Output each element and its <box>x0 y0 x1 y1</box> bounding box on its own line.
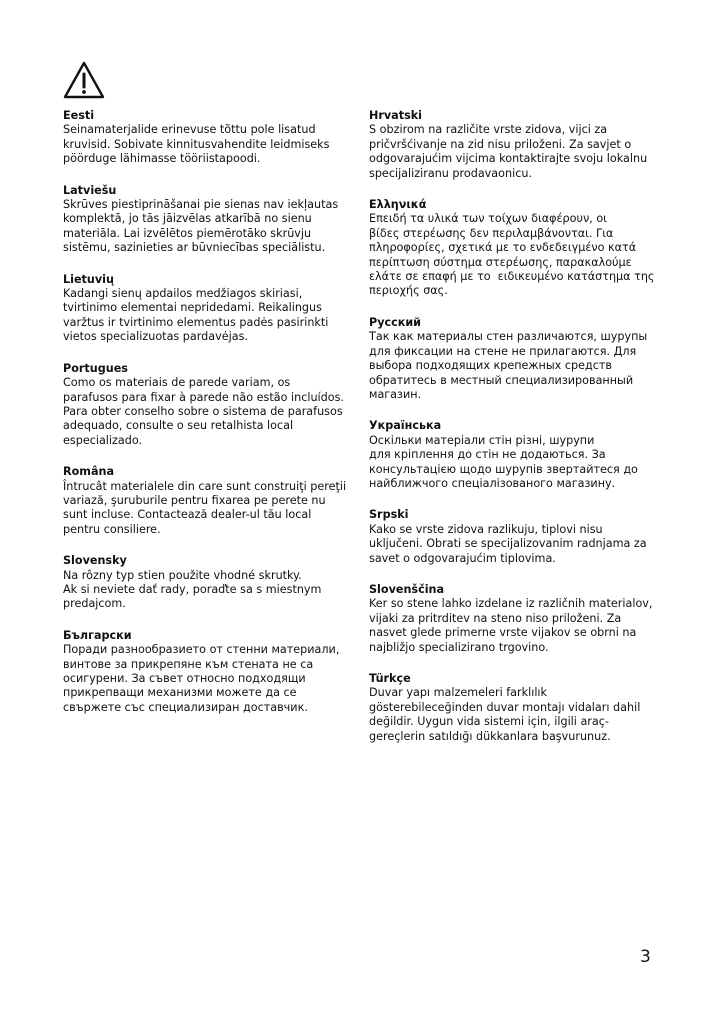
body-text-line: Ker so stene lahko izdelane iz različnih materialov, <box>369 597 653 611</box>
body-text-line: обратитесь в местный специализированный <box>369 373 634 387</box>
body-text-line: винтове за прикрепяне към стената не са <box>63 657 314 671</box>
body-text-line: variază, şuruburile pentru fixarea pe perete nu <box>63 493 326 507</box>
language-title: Portugues <box>63 361 128 375</box>
language-title: Latviešu <box>63 183 117 197</box>
body-text-line: vietos specializuotas pardavėjas. <box>63 330 248 344</box>
body-text-line: для кріплення до стін не додаються. За <box>369 448 606 462</box>
body-text-line: Na rôzny typ stien použite vhodné skrutky. <box>63 568 302 582</box>
body-text-line: uključeni. Obrati se specijalizovanim radnjama za <box>369 537 647 551</box>
body-text-line: Kako se vrste zidova razlikuju, tiplovi nisu <box>369 522 603 536</box>
body-text-line: Skrūves piestiprināšanai pie sienas nav iekļautas <box>63 198 339 212</box>
body-text-line: gösterebileceğinden duvar montajı vidaları dahil <box>369 700 641 714</box>
language-title: Eesti <box>63 109 95 122</box>
language-section <box>369 508 659 566</box>
body-text-line: S obzirom na različite vrste zidova, vijci za <box>369 123 608 137</box>
body-text-line: sistēmu, sazinieties ar būvniecības speciālistu. <box>63 241 326 255</box>
body-text-line: ελάτε σε επαφή με το ειδικευμένο κατάστημα της <box>369 270 655 284</box>
body-text-line: Como os materiais de parede variam, os <box>63 376 291 390</box>
language-section <box>63 629 353 715</box>
body-text-line: Так как материалы стен различаются, шурупы <box>369 330 648 344</box>
language-title: Русский <box>369 315 422 329</box>
language-title: Slovenščina <box>369 582 445 596</box>
body-text-line: adequado, consulte o seu retalhista local <box>63 419 294 433</box>
body-text-line: tvirtinimo elementai nepridedami. Reikalingus <box>63 301 322 315</box>
body-text-line: pričvršćivanje na zid nisu priloženi. Za savjet o <box>369 137 632 151</box>
body-text-line: πληροφορίες, σχετικά με το ενδεδειγμένο κατά <box>369 241 637 255</box>
body-text-line: Seinamaterjalide erinevuse tõttu pole lisatud <box>63 123 316 137</box>
language-section <box>63 109 353 167</box>
body-text-line: Επειδή τα υλικά των τοίχων διαφέρουν, οι <box>369 212 607 226</box>
body-text-line: свържете със специализиран доставчик. <box>63 700 308 714</box>
language-title: Srpski <box>369 508 409 522</box>
body-text-line: Întrucât materialele din care sunt construiţi pereţii <box>63 479 347 493</box>
language-title: Türkçe <box>369 672 411 685</box>
language-section <box>63 465 353 537</box>
body-text-line: магазин. <box>369 387 422 401</box>
language-section <box>369 316 659 402</box>
body-text-line: pentru consiliere. <box>63 522 161 536</box>
body-text-line: выбора подходящих крепежных средств <box>369 359 612 373</box>
language-section <box>369 109 659 181</box>
body-text-line: περίπτωση σύστημα στερέωσης, παρακαλούμε <box>369 255 632 269</box>
body-text-line: odgovarajućim vijcima kontaktirajte svoju lokalnu <box>369 152 648 166</box>
language-section <box>63 273 353 345</box>
body-text-line: βίδες στερέωσης δεν περιλαμβάνονται. Για <box>369 226 614 240</box>
language-title: Українська <box>369 419 442 433</box>
body-text-line: Поради разнообразието от стенни материали, <box>63 643 340 657</box>
page-number: 3 <box>640 947 651 967</box>
left-column <box>63 109 353 732</box>
body-text-line: осигурени. За съвет относно подходящи <box>63 672 306 685</box>
language-section <box>369 419 659 491</box>
body-text-line: savet o odgovarajućim tiplovima. <box>369 551 556 565</box>
language-section <box>63 554 353 612</box>
body-text-line: Оскільки матеріали стін різні, шурупи <box>369 433 595 447</box>
language-title: Български <box>63 628 132 642</box>
language-section <box>369 583 659 655</box>
body-text-line: Duvar yapı malzemeleri farklılık <box>369 686 548 700</box>
language-section <box>63 184 353 256</box>
body-text-line: для фиксации на стене не прилагаются. Для <box>369 344 637 358</box>
body-text-line: Para obter conselho sobre o sistema de parafusos <box>63 404 343 418</box>
body-text-line: predajcom. <box>63 597 126 611</box>
language-title: Româna <box>63 465 115 479</box>
right-column <box>369 109 659 761</box>
body-text-line: pöörduge lähimasse tööriistapoodi. <box>63 152 261 166</box>
body-text-line: gereçlerin satıldığı dükkanlara başvurunuz. <box>369 729 611 743</box>
body-text-line: varžtus ir tvirtinimo elementus padės pasirinkti <box>63 315 329 329</box>
language-section <box>369 198 659 299</box>
body-text-line: Ak si neviete dať rady, poraďte sa s miestnym <box>63 582 322 596</box>
body-text-line: περιοχής σας. <box>369 284 448 298</box>
body-text-line: vijaki za pritrditev na steno niso priloženi. Za <box>369 611 622 625</box>
body-text-line: najbližjo specializirano trgovino. <box>369 640 549 654</box>
language-title: Hrvatski <box>369 109 423 122</box>
body-text-line: especializado. <box>63 433 143 447</box>
language-title: Slovensky <box>63 554 127 568</box>
warning-triangle-icon <box>62 60 106 100</box>
body-text-line: değildir. Uygun vida sistemi için, ilgili araç- <box>369 715 609 729</box>
body-text-line: консультацією щодо шурупів звертайтеся до <box>369 462 638 476</box>
body-text-line: Kadangi sienų apdailos medžiagos skiriasi, <box>63 287 303 301</box>
language-title: Ελληνικά <box>369 198 427 212</box>
body-text-line: sunt incluse. Contactează dealer-ul tău local <box>63 508 312 522</box>
body-text-line: materiāla. Lai izvēlētos piemērotāko skrūvju <box>63 226 312 240</box>
body-text-line: kruvisid. Sobivate kinnitusvahendite leidmiseks <box>63 137 330 151</box>
body-text-line: komplektā, jo tās jāizvēlas atkarībā no sienu <box>63 212 312 226</box>
language-section <box>369 672 659 744</box>
body-text-line: найближчого спеціалізованого магазину. <box>369 476 616 490</box>
language-title: Lietuvių <box>63 272 114 286</box>
body-text-line: nasvet glede primerne vrste vijakov se obrni na <box>369 626 637 640</box>
language-section <box>63 362 353 448</box>
body-text-line: specijaliziranu prodavaonicu. <box>369 166 532 180</box>
body-text-line: parafusos para fixar à parede não estão incluídos. <box>63 390 344 404</box>
body-text-line: прикрепващи механизми можете да се <box>63 686 297 700</box>
